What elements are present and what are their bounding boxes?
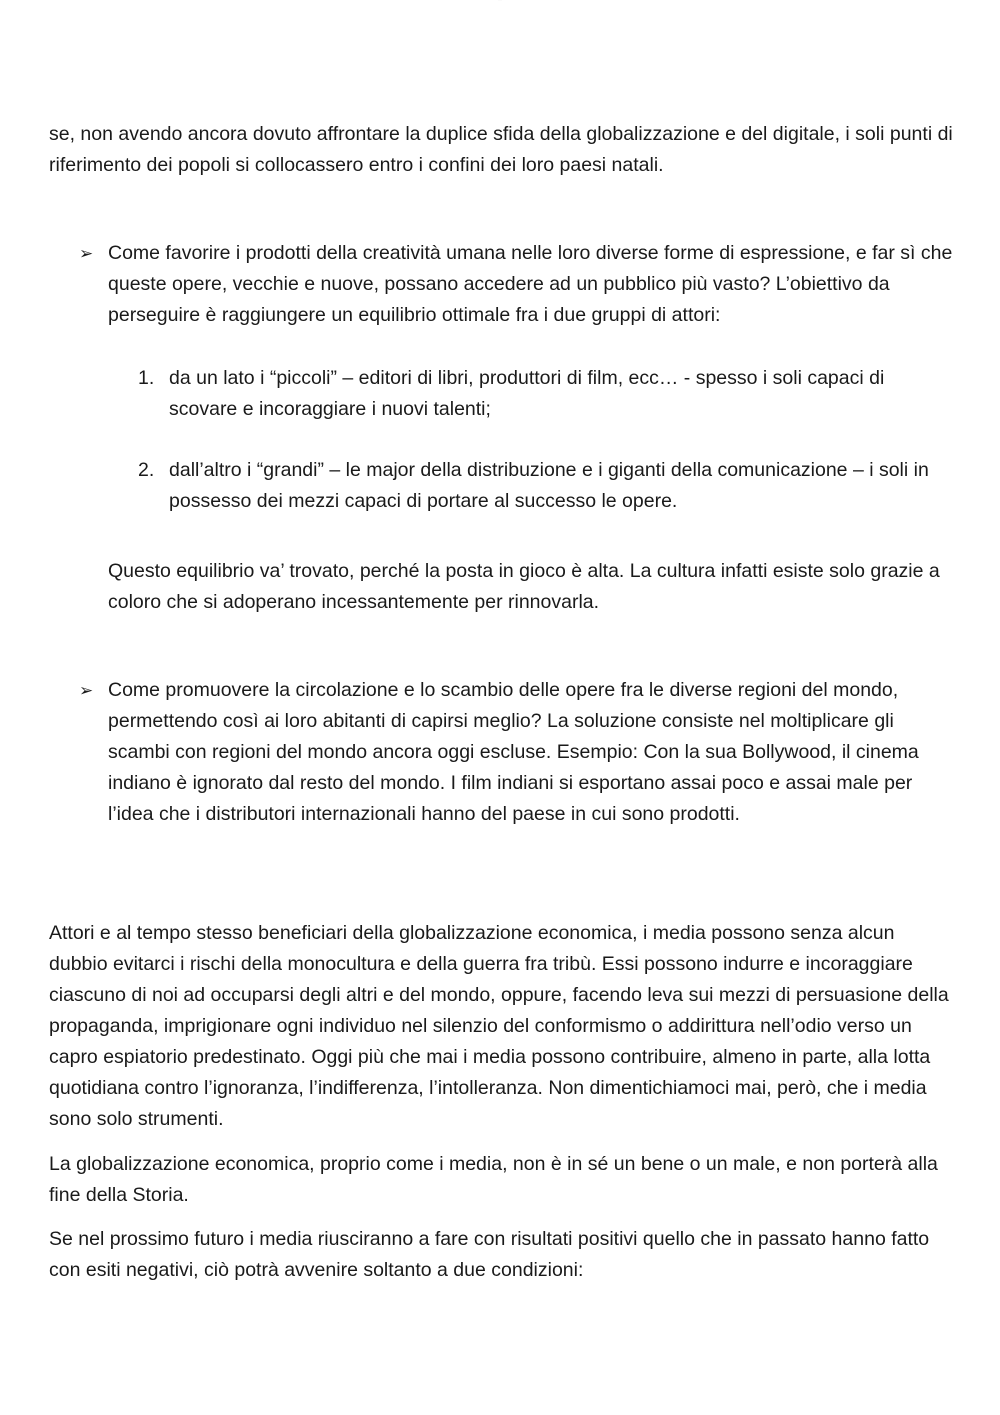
paragraph-globalizzazione: La globalizzazione economica, proprio come i media, non è in sé un bene o un male, e non porterà alla fine della Storia.	[49, 1153, 938, 1206]
bullet-item-promuovere	[79, 675, 959, 865]
page-header-mark: · · · ·	[497, 0, 503, 2]
paragraph-media: Attori e al tempo stesso beneficiari della globalizzazione economica, i media possono senza alcun dubbio evitarci i rischi della monocultura e della guerra fra tribù. Essi possono indurre e incoraggiare ciascuno di noi ad occuparsi degli altri e del mondo, oppure, facendo leva sui mezzi di persuasione della propaganda, imprigionare ogni individuo nel silenzio del conformismo o addirittura nell’odio verso un capro espiatorio predestinato. Oggi più che mai i media possono contribuire, almeno in parte, alla lotta quotidiana contro l’ignoranza, l’indifferenza, l’intolleranza. Non dimentichiamoci mai, però, che i media sono solo strumenti.	[49, 922, 949, 1130]
paragraph-condizioni: Se nel prossimo futuro i media riusciranno a fare con risultati positivi quello che in passato hanno fatto con esiti negativi, ciò potrà avvenire soltanto a due condizioni:	[49, 1228, 930, 1281]
arrow-bullet-icon: ➢	[79, 244, 94, 263]
bullet-item-favorire	[79, 238, 959, 333]
numbered-item-2	[138, 455, 958, 519]
bullet-text: Come promuovere la circolazione e lo scambio delle opere fra le diverse regioni del mondo, permettendo così ai loro abitanti di capirsi meglio? La soluzione consiste nel moltiplicare gli scambi con regioni del mondo ancora oggi escluse. Esempio: Con la sua Bollywood, il cinema indiano è ignorato dal resto del mondo. I film indiani si esportano assai poco e assai male per l’idea che i distributori internazionali hanno del paese in cui sono prodotti.	[108, 679, 919, 825]
numbered-item-text: dall’altro i “grandi” – le major della distribuzione e i giganti della comunicazione – i soli in possesso dei mezzi capaci di portare al successo le opere.	[169, 459, 929, 512]
list-number: 2.	[138, 459, 155, 481]
list-number: 1.	[138, 367, 155, 389]
arrow-bullet-icon: ➢	[79, 681, 94, 700]
indented-paragraph: Questo equilibrio va’ trovato, perché la posta in gioco è alta. La cultura infatti esiste solo grazie a coloro che si adoperano incessantemente per rinnovarla.	[108, 560, 940, 613]
numbered-item-text: da un lato i “piccoli” – editori di libri, produttori di film, ecc… - spesso i soli capaci di scovare e incoraggiare i nuovi talenti;	[169, 367, 885, 420]
paragraph-continuation: se, non avendo ancora dovuto affrontare la duplice sfida della globalizzazione e del digitale, i soli punti di riferimento dei popoli si collocassero entro i confini dei loro paesi natali.	[49, 123, 953, 176]
numbered-item-1	[138, 363, 958, 427]
bullet-text: Come favorire i prodotti della creatività umana nelle loro diverse forme di espressione, e far sì che queste opere, vecchie e nuove, possano accedere ad un pubblico più vasto? L’obiettivo da perseguire è raggiungere un equilibrio ottimale fra i due gruppi di attori:	[108, 242, 953, 326]
